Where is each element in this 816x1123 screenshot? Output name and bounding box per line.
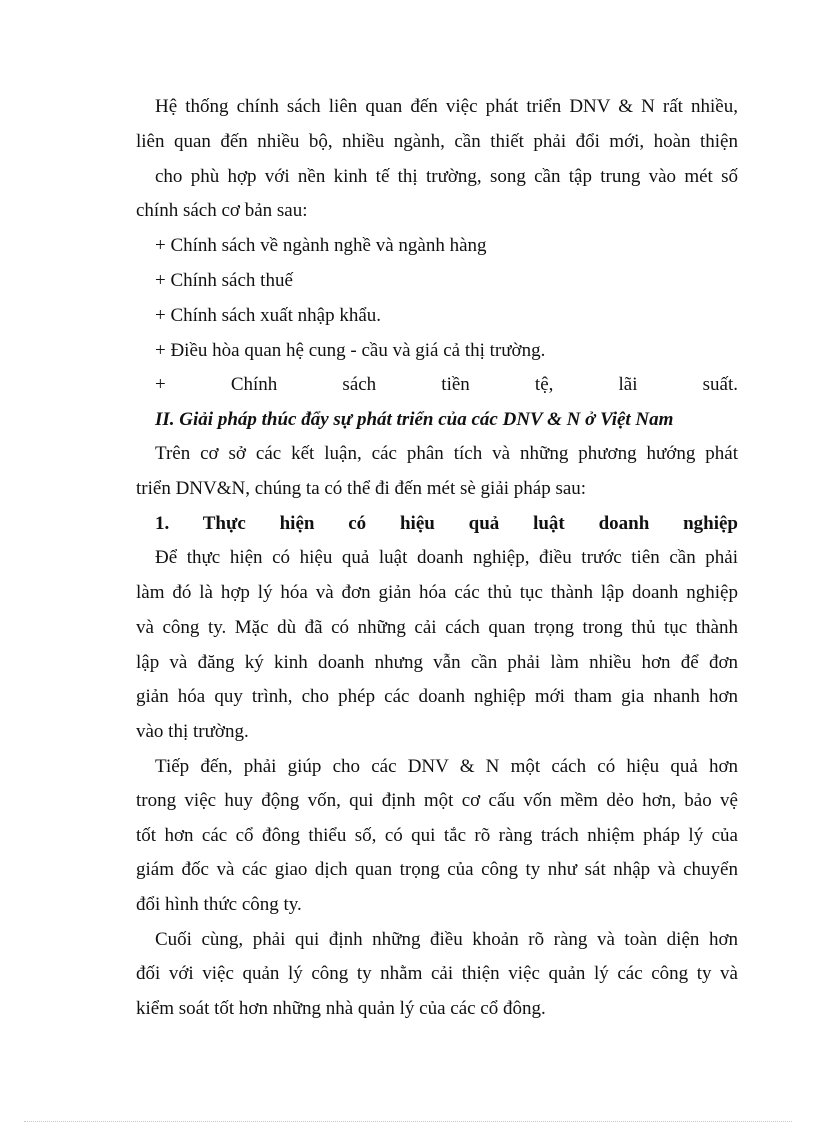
- text-line: Cuối cùng, phải qui định những điều khoản rõ ràng và toàn diện hơn: [155, 929, 738, 950]
- text-line: Để thực hiện có hiệu quả luật doanh nghiệp, điều trước tiên cần phải: [155, 547, 738, 568]
- text-line: giản hóa quy trình, cho phép các doanh nghiệp mới tham gia nhanh hơn: [136, 686, 738, 707]
- text-line: triển DNV&N, chúng ta có thể đi đến mét sè giải pháp sau:: [136, 478, 587, 499]
- text-line: chính sách cơ bản sau:: [136, 200, 308, 221]
- text-line: Trên cơ sở các kết luận, các phân tích và những phương hướng phát: [155, 443, 738, 464]
- text-line: tốt hơn các cổ đông thiểu số, có qui tắc rõ ràng trách nhiệm pháp lý của: [136, 825, 738, 846]
- text-line: cho phù hợp với nền kinh tế thị trường, song cần tập trung vào mét số: [155, 166, 738, 187]
- text-line: làm đó là hợp lý hóa và đơn giản hóa các thủ tục thành lập doanh nghiệp: [136, 582, 738, 603]
- text-line: Tiếp đến, phải giúp cho các DNV & N một cách có hiệu quả hơn: [155, 756, 738, 777]
- page-bottom-divider: [24, 1121, 792, 1122]
- text-line: kiểm soát tốt hơn những nhà quản lý của các cổ đông.: [136, 998, 546, 1019]
- text-line: đổi hình thức công ty.: [136, 894, 302, 915]
- text-line: liên quan đến nhiều bộ, nhiều ngành, cần thiết phải đổi mới, hoàn thiện: [136, 131, 738, 152]
- list-item: + Điều hòa quan hệ cung - cầu và giá cả thị trường.: [155, 340, 546, 361]
- text-line: lập và đăng ký kinh doanh nhưng vẫn cần phải làm nhiều hơn để đơn: [136, 652, 738, 673]
- section-heading: II. Giải pháp thúc đẩy sự phát triển của các DNV & N ở Việt Nam: [155, 409, 674, 430]
- list-item: + Chính sách về ngành nghề và ngành hàng: [155, 235, 487, 256]
- text-line: Hệ thống chính sách liên quan đến việc phát triển DNV & N rất nhiều,: [155, 96, 738, 117]
- text-line: giám đốc và các giao dịch quan trọng của công ty như sát nhập và chuyển: [136, 859, 738, 880]
- text-line: đối với việc quản lý công ty nhằm cải thiện việc quản lý các công ty và: [136, 963, 738, 984]
- list-item: + Chính sách thuế: [155, 270, 293, 291]
- list-item: + Chính sách xuất nhập khẩu.: [155, 305, 382, 326]
- text-line: vào thị trường.: [136, 721, 249, 742]
- subsection-heading: 1. Thực hiện có hiệu quả luật doanh nghiệp: [155, 513, 738, 534]
- list-item: + Chính sách tiền tệ, lãi suất.: [155, 374, 738, 395]
- text-line: và công ty. Mặc dù đã có những cải cách quan trọng trong thủ tục thành: [136, 617, 738, 638]
- text-line: trong việc huy động vốn, qui định một cơ cấu vốn mềm dẻo hơn, bảo vệ: [136, 790, 738, 811]
